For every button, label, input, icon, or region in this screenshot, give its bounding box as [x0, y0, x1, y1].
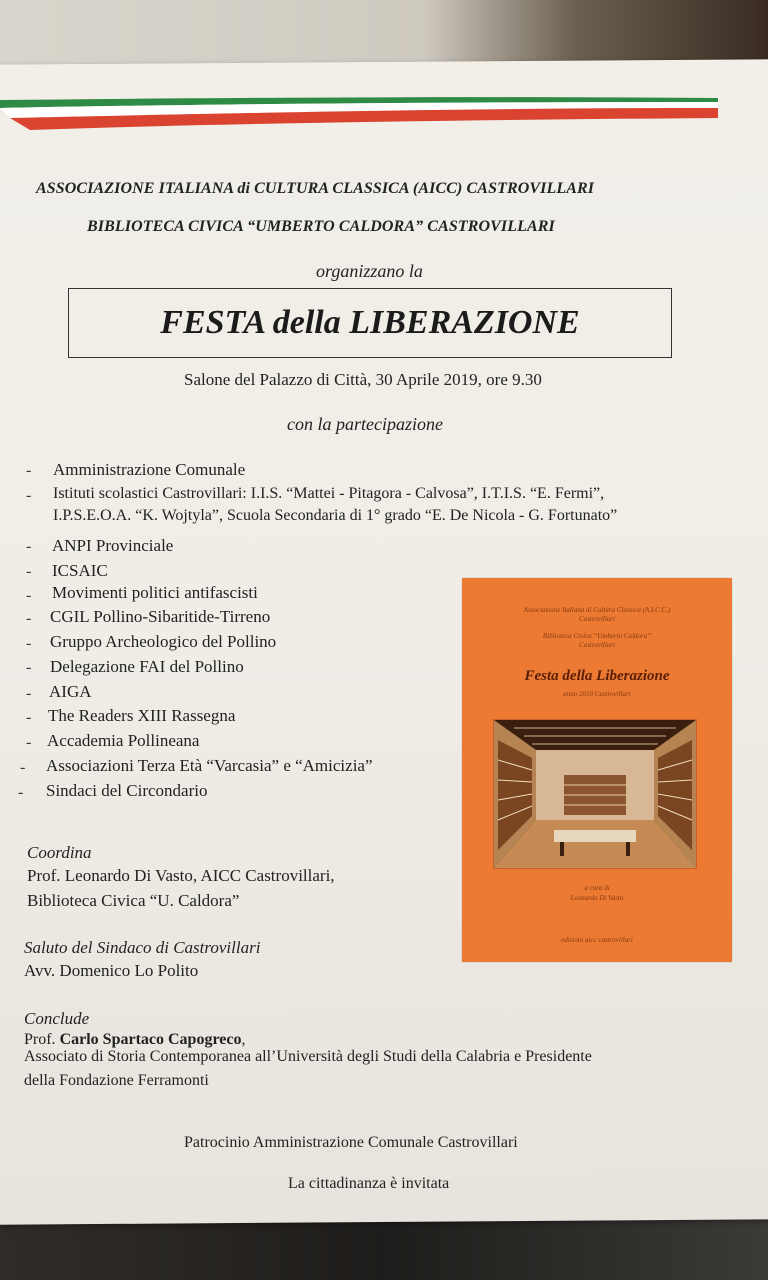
list-item: Movimenti politici antifascisti: [52, 583, 258, 602]
cover-subtitle: anno 2018 Castrovillari: [563, 690, 631, 698]
list-item: Delegazione FAI del Pollino: [50, 657, 244, 676]
bullet-dash: -: [18, 784, 24, 801]
cover-publisher: edizioni aicc castrovillari: [561, 936, 633, 944]
bullet-dash: -: [26, 587, 32, 604]
list-item: Accademia Pollineana: [47, 731, 200, 750]
book-cover-image: [462, 578, 732, 962]
bullet-dash: -: [26, 563, 32, 580]
list-item: Sindaci del Circondario: [46, 781, 208, 800]
list-item: Istituti scolastici Castrovillari: I.I.S. “Mattei - Pitagora - Calvosa”, I.T.I.S. “E. Fermi”,: [53, 485, 605, 502]
conclude-prefix: Prof.: [24, 1031, 60, 1048]
conclude-label: Conclude: [24, 1009, 90, 1028]
cover-line: Associazione Italiana di Cultura Classica (A.I.C.C.): [523, 606, 671, 614]
library-photo: [493, 719, 697, 869]
list-item: I.P.S.E.O.A. “K. Wojtyla”, Scuola Secondaria di 1° grado “E. De Nicola - G. Fortunato”: [53, 507, 618, 524]
list-item: Gruppo Archeologico del Pollino: [50, 632, 277, 651]
list-item: ANPI Provinciale: [52, 536, 174, 555]
bullet-dash: -: [26, 487, 32, 504]
coordina-label: Coordina: [27, 843, 92, 862]
conclude-name: Carlo Spartaco Capogreco: [59, 1031, 242, 1048]
list-item: AIGA: [49, 682, 92, 701]
patrocinio-text: Patrocinio Amministrazione Comunale Castrovillari: [184, 1134, 518, 1151]
saluto-name: Avv. Domenico Lo Polito: [24, 961, 199, 980]
list-item: Associazioni Terza Età “Varcasia” e “Amicizia”: [46, 756, 373, 775]
coordina-line-2: Biblioteca Civica “U. Caldora”: [27, 891, 240, 910]
italian-flag-stripe: [0, 96, 720, 136]
bullet-dash: -: [26, 734, 32, 751]
cover-line: Castrovillari: [579, 641, 615, 649]
cover-line: Castrovillari: [579, 615, 615, 623]
participation-label: con la partecipazione: [287, 414, 443, 434]
library-interior-icon: [494, 720, 696, 868]
invitation-text: La cittadinanza è invitata: [288, 1175, 450, 1192]
cover-curator-label: a cura di: [584, 884, 610, 892]
conclude-line-3: della Fondazione Ferramonti: [24, 1072, 209, 1089]
title-box: [68, 288, 672, 358]
bullet-dash: -: [26, 610, 32, 627]
bullet-dash: -: [26, 709, 32, 726]
cover-curator: Leonardo Di Vasto: [570, 894, 624, 902]
bullet-dash: -: [26, 635, 32, 652]
cover-line: Biblioteca Civica “Umberto Caldora”: [542, 632, 652, 640]
conclude-suffix: ,: [241, 1031, 246, 1048]
header-line-biblioteca: BIBLIOTECA CIVICA “UMBERTO CALDORA” CASTROVILLARI: [87, 218, 555, 235]
bullet-dash: -: [26, 538, 32, 555]
bullet-dash: -: [26, 462, 32, 479]
list-item: The Readers XIII Rassegna: [48, 706, 236, 725]
conclude-line-2: Associato di Storia Contemporanea all’Università degli Studi della Calabria e Presidente: [24, 1048, 592, 1065]
venue-date: Salone del Palazzo di Città, 30 Aprile 2019, ore 9.30: [184, 370, 542, 389]
page-title: FESTA della LIBERAZIONE: [160, 304, 580, 341]
bullet-dash: -: [26, 685, 32, 702]
organize-text: organizzano la: [316, 261, 423, 281]
header-line-aicc: ASSOCIAZIONE ITALIANA di CULTURA CLASSICA (AICC) CASTROVILLARI: [36, 180, 595, 197]
bullet-dash: -: [26, 659, 32, 676]
list-item: CGIL Pollino-Sibaritide-Tirreno: [50, 607, 271, 626]
bullet-dash: -: [20, 759, 26, 776]
background-floor: [0, 1215, 768, 1280]
coordina-line-1: Prof. Leonardo Di Vasto, AICC Castrovillari,: [27, 866, 335, 885]
saluto-label: Saluto del Sindaco di Castrovillari: [24, 938, 261, 957]
list-item: Amministrazione Comunale: [53, 460, 246, 479]
list-item: ICSAIC: [52, 561, 108, 580]
conclude-line-1: [24, 1031, 245, 1049]
cover-title: Festa della Liberazione: [524, 668, 670, 684]
